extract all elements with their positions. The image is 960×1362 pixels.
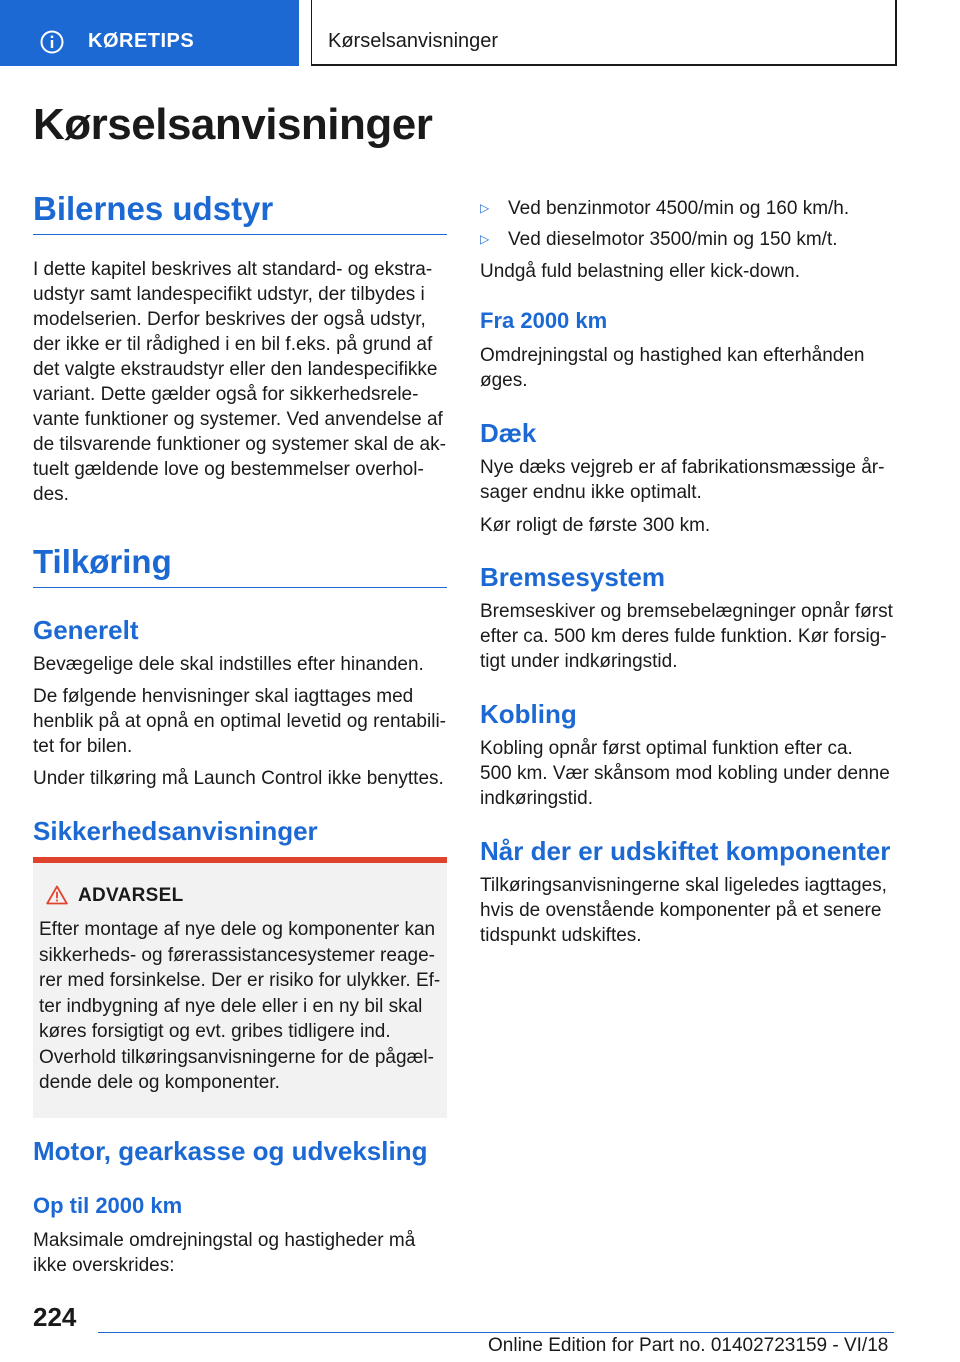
text-line: indkøringstid.: [480, 788, 593, 809]
section-label: KØRETIPS: [88, 30, 195, 52]
triangle-bullet-icon: ▷: [480, 201, 490, 215]
kobling-paragraph: [480, 736, 900, 811]
generelt-p2: [33, 684, 447, 759]
warning-title: ADVARSEL: [78, 885, 184, 906]
section-tab: [0, 0, 299, 66]
bremse-heading: Bremsesystem: [480, 562, 666, 592]
generelt-p1: Bevægelige dele skal indstilles efter hinanden.: [33, 654, 424, 675]
warning-triangle-icon: [46, 885, 68, 905]
fra2000-heading: Fra 2000 km: [480, 308, 608, 333]
optil-paragraph: [33, 1228, 447, 1278]
text-line: tet for bilen.: [33, 736, 133, 757]
bilernes-heading: Bilernes udstyr: [33, 190, 274, 227]
text-line: henblik på at opnå en optimal levetid og rentabili-: [33, 711, 446, 732]
footer-divider: [98, 1332, 894, 1333]
bullet-text: Ved benzinmotor 4500/min og 160 km/h.: [508, 198, 850, 219]
text-line: I dette kapitel beskrives alt standard- og ekstra-: [33, 259, 433, 280]
bullet-text: Ved dieselmotor 3500/min og 150 km/t.: [508, 229, 838, 250]
daek-paragraph: [480, 455, 898, 505]
undga-paragraph: Undgå fuld belastning eller kick-down.: [480, 261, 801, 282]
text-line: det valgte ekstraudstyr eller den landespecifikke: [33, 359, 438, 380]
info-icon: [40, 30, 64, 54]
text-line: Efter montage af nye dele og komponenter kan: [39, 919, 436, 940]
text-line: rer med forsinkelse. Der er risiko for ulykker. Ef-: [39, 970, 441, 991]
generelt-heading: Generelt: [33, 615, 139, 645]
text-line: 500 km. Vær skånsom mod kobling under denne: [480, 763, 890, 784]
text-line: hvis de ovenstående komponenter på et senere: [480, 900, 882, 921]
generelt-p3: Under tilkøring må Launch Control ikke benyttes.: [33, 768, 444, 789]
text-line: Tilkøringsanvisningerne skal ligeledes iagttages,: [480, 875, 887, 896]
daek-p2: Kør roligt de første 300 km.: [480, 515, 711, 536]
page-number: 224: [33, 1302, 77, 1332]
udskiftet-heading: Når der er udskiftet komponenter: [480, 836, 891, 866]
text-line: tidspunkt udskiftes.: [480, 925, 642, 946]
text-line: der ikke er til rådighed i en bil f.eks. på grund af: [33, 334, 433, 355]
text-line: Maksimale omdrejningstal og hastigheder må: [33, 1230, 416, 1251]
page-title: Kørselsanvisninger: [33, 100, 433, 149]
text-line: tigt under indkøringstid.: [480, 651, 678, 672]
text-line: Nye dæks vejgreb er af fabrikationsmæssige år-: [480, 457, 885, 478]
text-line: øges.: [480, 370, 528, 391]
text-line: Kobling opnår først optimal funktion efter ca.: [480, 738, 853, 759]
motor-heading: Motor, gearkasse og udveksling: [33, 1136, 428, 1166]
fra2000-paragraph: [480, 343, 898, 393]
tilkoring-heading-wrap: [33, 543, 447, 588]
sikkerhed-heading: Sikkerhedsanvisninger: [33, 816, 318, 846]
text-line: sager endnu ikke optimalt.: [480, 482, 702, 503]
text-line: De følgende henvisninger skal iagttages med: [33, 686, 414, 707]
text-line: Bremseskiver og bremsebelægninger opnår først: [480, 601, 893, 622]
text-line: des.: [33, 484, 69, 505]
text-line: Overhold tilkøringsanvisningerne for de pågæl-: [39, 1046, 434, 1068]
text-line: dende dele og komponenter.: [39, 1072, 280, 1093]
text-line: modelserien. Derfor beskrives der også udstyr,: [33, 309, 426, 330]
optil-heading: Op til 2000 km: [33, 1193, 183, 1218]
udskiftet-paragraph: [480, 873, 900, 948]
text-line: tuelt gældende love og bestemmelser overhol-: [33, 459, 424, 480]
page-header: [0, 0, 960, 66]
warning-body: [39, 917, 445, 1096]
text-line: efter ca. 500 km deres fulde funktion. Kør forsig-: [480, 626, 887, 647]
warning-box: [33, 857, 447, 1118]
kobling-heading: Kobling: [480, 699, 577, 729]
text-line: de tilsvarende funktioner og systemer skal de ak-: [33, 434, 446, 455]
bilernes-heading-wrap: [33, 190, 447, 235]
text-line: køres forsigtigt og evt. gribes tidligere ind.: [39, 1021, 391, 1042]
text-line: variant. Dette gælder også for sikkerhedsrele-: [33, 384, 419, 405]
bilernes-paragraph: [33, 257, 447, 507]
text-line: vante funktioner og systemer. Ved anvendelse af: [33, 409, 443, 430]
text-line: udstyr samt landespecifikt udstyr, der tilbydes i: [33, 284, 425, 305]
tilkoring-heading: Tilkøring: [33, 543, 172, 580]
list-item: [480, 227, 838, 252]
triangle-bullet-icon: ▷: [480, 232, 490, 246]
text-line: ter indbygning af nye dele eller i en ny bil skal: [39, 995, 423, 1017]
text-line: ikke overskrides:: [33, 1255, 175, 1276]
bremse-paragraph: [480, 599, 900, 674]
edition-text: Online Edition for Part no. 01402723159 - VI/18: [488, 1335, 889, 1356]
text-line: Omdrejningstal og hastighed kan efterhånden: [480, 345, 865, 366]
text-line: sikkerheds- og førerassistancesystemer reage-: [39, 944, 435, 966]
list-item: [480, 196, 849, 221]
chapter-tab: [311, 0, 897, 66]
daek-heading: Dæk: [480, 418, 537, 448]
chapter-label: Kørselsanvisninger: [328, 30, 499, 52]
